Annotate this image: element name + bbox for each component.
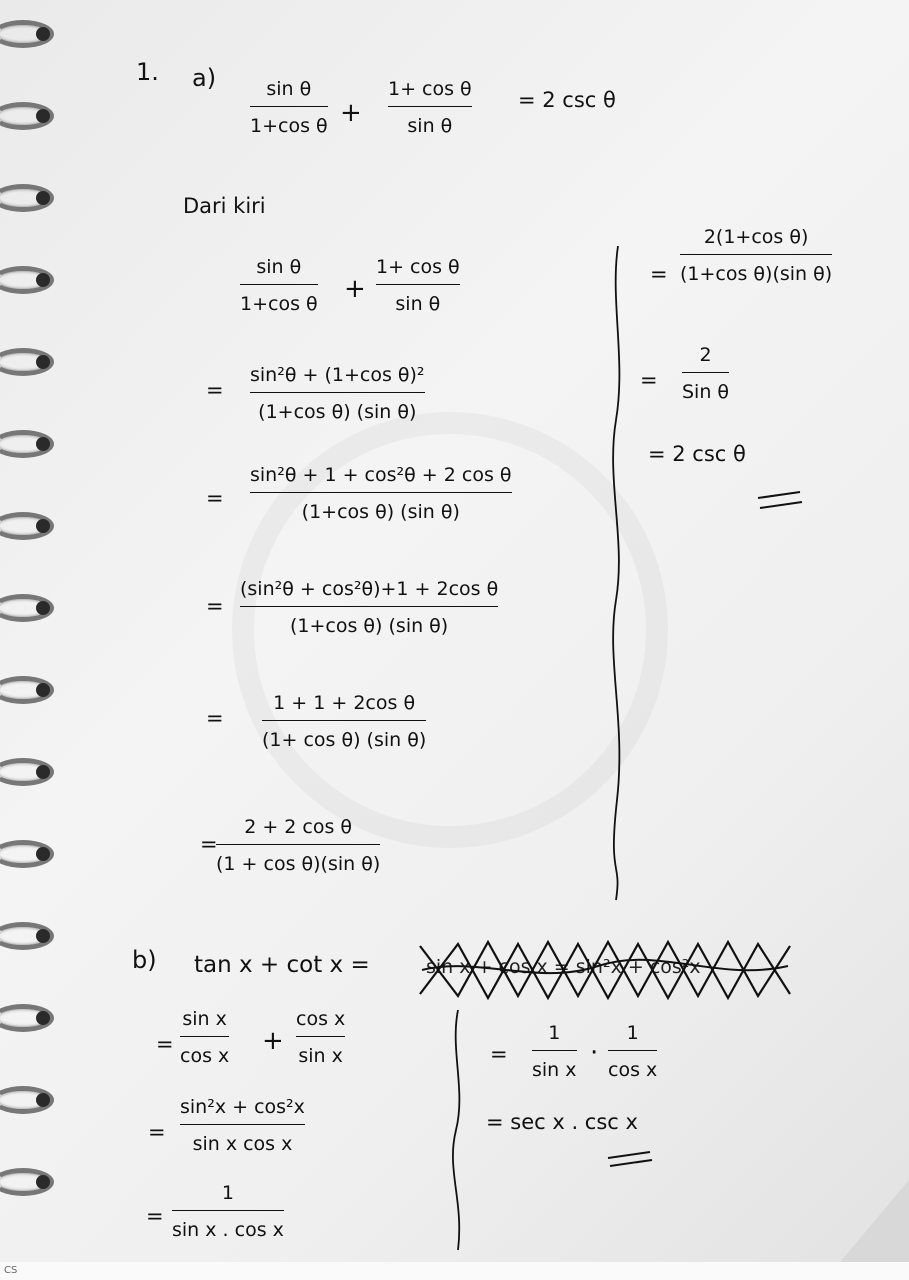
start-fraction-2 — [376, 258, 460, 314]
fraction-denominator: sin x . cos x — [172, 1219, 284, 1241]
part-a-label: a) — [192, 64, 217, 92]
equals-sign: = — [148, 1120, 166, 1144]
fraction-bar — [376, 284, 460, 285]
step-fraction-2 — [250, 466, 512, 522]
equals-sign: = — [206, 486, 224, 510]
fraction-numerator: 2 — [699, 344, 712, 366]
fraction-numerator: 1 — [626, 1022, 639, 1044]
final-underline-b — [608, 1152, 652, 1166]
fraction-bar — [216, 844, 380, 845]
fraction-bar — [680, 254, 832, 255]
fraction-denominator: sin x — [298, 1045, 343, 1067]
fraction-bar — [296, 1036, 345, 1037]
equals-sign: = — [640, 368, 658, 392]
fraction-denominator: cos x — [608, 1059, 658, 1081]
fraction-numerator: 1 — [548, 1022, 561, 1044]
problem-fraction-1 — [250, 80, 328, 136]
step-fraction-5 — [216, 818, 380, 874]
right-fraction-1 — [680, 228, 832, 284]
fraction-bar — [608, 1050, 657, 1051]
equals-sign: = — [206, 594, 224, 618]
fraction-bar — [250, 392, 425, 393]
fraction-denominator: 1+cos θ — [240, 293, 318, 315]
fraction-numerator: sin θ — [256, 256, 302, 278]
equals-sign: = — [206, 378, 224, 402]
equals-sign: = — [490, 1042, 508, 1066]
b-step-fraction-4 — [172, 1184, 284, 1240]
final-underline-a — [758, 492, 802, 508]
fraction-denominator: Sin θ — [682, 381, 730, 403]
fraction-denominator: sin x — [532, 1059, 577, 1081]
final-result-b: = sec x . csc x — [486, 1110, 638, 1134]
start-fraction-1 — [240, 258, 318, 314]
b-step-fraction-1 — [180, 1010, 229, 1066]
b-right-fraction-2 — [608, 1024, 657, 1080]
fraction-numerator: sin θ — [266, 78, 312, 100]
equals-sign: = — [146, 1204, 164, 1228]
crossed-out-text: sin x + cos x = sin²x + cos²x — [426, 956, 701, 978]
fraction-numerator: 1+ cos θ — [388, 78, 472, 100]
fraction-denominator: (1+cos θ) (sin θ) — [301, 501, 460, 523]
crossed-out-work — [418, 936, 794, 1004]
b-right-fraction-1 — [532, 1024, 577, 1080]
step-fraction-1 — [250, 366, 425, 422]
fraction-denominator: (1+cos θ) (sin θ) — [258, 401, 417, 423]
b-step-fraction-3 — [180, 1098, 305, 1154]
fraction-numerator: cos x — [296, 1008, 346, 1030]
part-b-label: b) — [132, 946, 157, 974]
page-corner-tear — [840, 1180, 909, 1262]
fraction-numerator: sin²θ + (1+cos θ)² — [250, 364, 425, 386]
right-fraction-2 — [682, 346, 729, 402]
fraction-bar — [682, 372, 729, 373]
fraction-bar — [240, 284, 318, 285]
fraction-bar — [240, 606, 498, 607]
final-result-a: = 2 csc θ — [648, 442, 746, 466]
equals-sign: = — [200, 832, 218, 856]
fraction-bar — [250, 106, 328, 107]
b-step-fraction-2 — [296, 1010, 345, 1066]
problem-fraction-2 — [388, 80, 472, 136]
equals-sign: = — [156, 1032, 174, 1056]
step-fraction-4 — [262, 694, 426, 750]
crosshatch-scribble — [418, 936, 794, 1004]
fraction-numerator: sin²θ + 1 + cos²θ + 2 cos θ — [250, 464, 512, 486]
dot-operator: · — [590, 1038, 599, 1068]
fraction-denominator: 1+cos θ — [250, 115, 328, 137]
from-left-heading: Dari kiri — [183, 194, 266, 218]
plus-sign: + — [344, 274, 366, 304]
fraction-denominator: (1+ cos θ) (sin θ) — [262, 729, 427, 751]
step-fraction-3 — [240, 580, 498, 636]
plus-sign: + — [340, 98, 362, 128]
fraction-denominator: sin θ — [395, 293, 441, 315]
fraction-numerator: 1 + 1 + 2cos θ — [273, 692, 416, 714]
fraction-denominator: (1+cos θ) (sin θ) — [290, 615, 449, 637]
problem-number: 1. — [136, 58, 159, 86]
fraction-numerator: 1+ cos θ — [376, 256, 460, 278]
fraction-numerator: 2 + 2 cos θ — [244, 816, 353, 838]
equals-sign: = — [650, 262, 668, 286]
fraction-numerator: 1 — [221, 1182, 234, 1204]
fraction-numerator: sin x — [182, 1008, 227, 1030]
vertical-separator-a — [613, 246, 619, 900]
problem-rhs: = 2 csc θ — [518, 88, 616, 112]
part-b-lhs: tan x + cot x = — [194, 952, 370, 978]
fraction-bar — [532, 1050, 577, 1051]
fraction-bar — [250, 492, 512, 493]
fraction-bar — [388, 106, 472, 107]
fraction-bar — [172, 1210, 284, 1211]
fraction-bar — [180, 1124, 305, 1125]
fraction-bar — [180, 1036, 229, 1037]
fraction-denominator: cos x — [180, 1045, 230, 1067]
fraction-numerator: sin²x + cos²x — [180, 1096, 305, 1118]
fraction-denominator: sin θ — [407, 115, 453, 137]
vertical-separator-b — [453, 1010, 459, 1250]
fraction-denominator: sin x cos x — [192, 1133, 293, 1155]
equals-sign: = — [206, 706, 224, 730]
fraction-numerator: (sin²θ + cos²θ)+1 + 2cos θ — [240, 578, 499, 600]
fraction-denominator: (1+cos θ)(sin θ) — [680, 263, 833, 285]
fraction-denominator: (1 + cos θ)(sin θ) — [216, 853, 381, 875]
scanner-stamp: CS — [0, 1262, 909, 1280]
fraction-numerator: 2(1+cos θ) — [703, 226, 809, 248]
plus-sign: + — [262, 1026, 284, 1056]
fraction-bar — [262, 720, 426, 721]
